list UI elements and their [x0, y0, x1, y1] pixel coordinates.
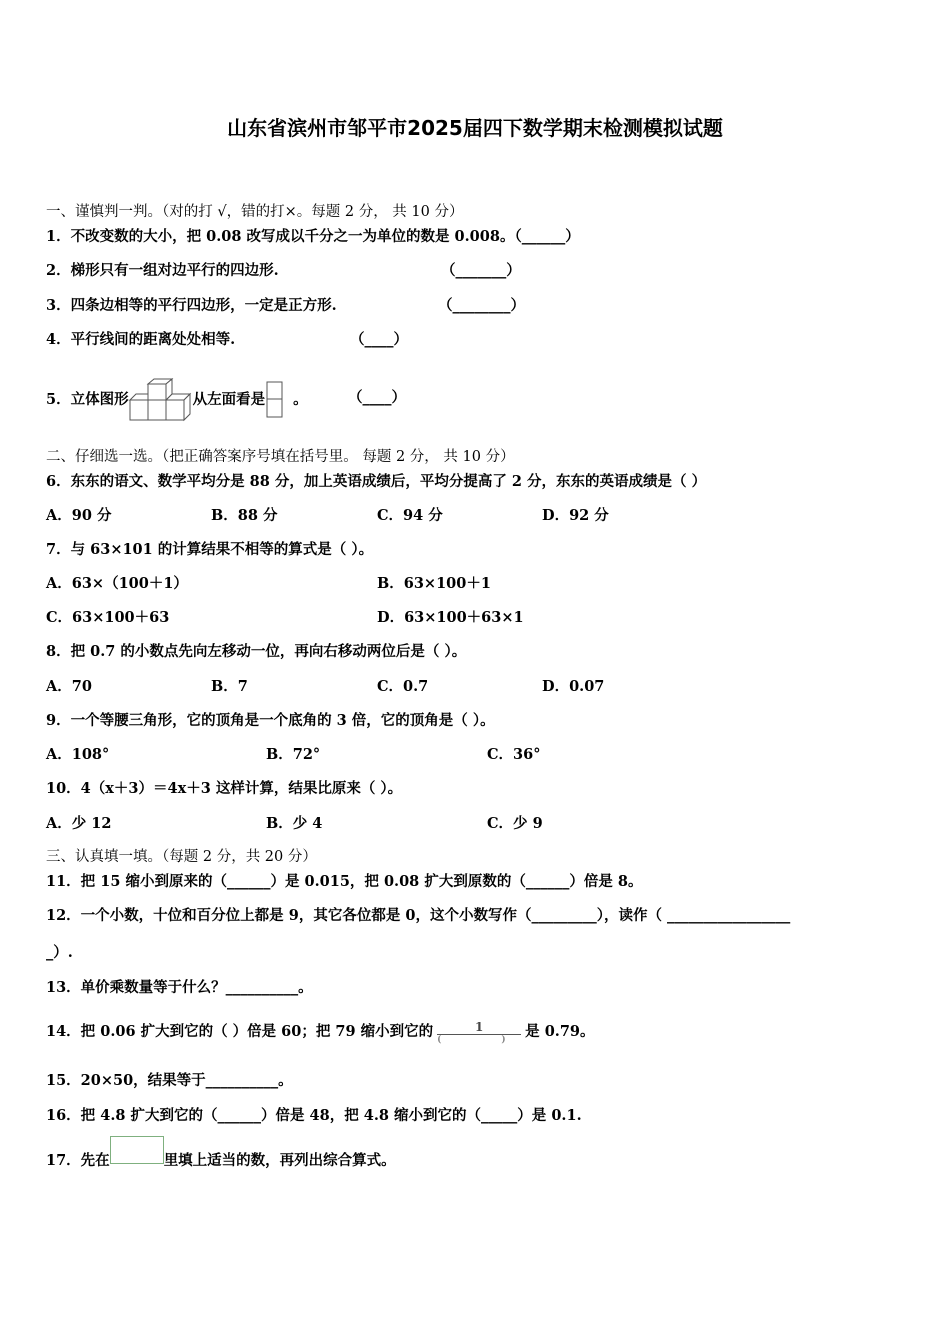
question-17-text-b: 里填上适当的数，再列出综合算式。	[163, 1152, 396, 1169]
question-5-text-a: 5．立体图形	[46, 391, 129, 408]
question-10: 10．4（x＋3）＝4x＋3 这样计算，结果比原来（ ）。	[46, 780, 403, 797]
solid-figure-cubes-icon	[129, 378, 193, 422]
question-14-text-b: 是 0.79。	[525, 1023, 595, 1040]
question-14-text-a: 14．把 0.06 扩大到它的（ ）倍是 60；把 79 缩小到它的	[46, 1023, 434, 1040]
question-9-option-a: A．108°	[46, 746, 110, 763]
question-6-option-c: C．94 分	[377, 507, 443, 524]
question-5-text-b: 从左面看是	[192, 391, 266, 408]
question-8-option-b: B．7	[211, 678, 248, 695]
question-10-option-a: A．少 12	[46, 815, 112, 832]
section1-header: 一、谨慎判一判。（对的打 √，错的打×。每题 2 分， 共 10 分）	[46, 204, 464, 220]
question-16: 16．把 4.8 扩大到它的（______）倍是 48，把 4.8 缩小到它的（_____）是 0.1.	[46, 1107, 582, 1124]
question-9: 9．一个等腰三角形，它的顶角是一个底角的 3 倍，它的顶角是（ ）。	[46, 712, 495, 729]
question-10-option-c: C．少 9	[487, 815, 543, 832]
section2-header: 二、仔细选一选。（把正确答案序号填在括号里。 每题 2 分， 共 10 分）	[46, 449, 515, 465]
question-7: 7．与 63×101 的计算结果不相等的算式是（ ）。	[46, 541, 374, 558]
question-14	[46, 1012, 595, 1052]
question-7-option-d: D．63×100＋63×1	[377, 609, 524, 626]
question-5	[46, 378, 308, 418]
question-13: 13．单价乘数量等于什么？__________。	[46, 979, 313, 996]
question-2-blank: （_______）	[441, 262, 521, 279]
question-3: 3．四条边相等的平行四边形，一定是正方形.	[46, 297, 337, 314]
question-17-text-a: 17．先在	[46, 1152, 110, 1169]
question-11: 11．把 15 缩小到原来的（______）是 0.015，把 0.08 扩大到原数的（______）倍是 8。	[46, 873, 643, 890]
question-9-option-b: B．72°	[266, 746, 321, 763]
question-5-text-c: 。	[293, 391, 308, 408]
page-title: 山东省滨州市邹平市2025届四下数学期末检测模拟试题	[227, 116, 723, 140]
question-1: 1．不改变数的大小，把 0.08 改写成以千分之一为单位的数是 0.008。（______）	[46, 228, 580, 245]
question-6: 6．东东的语文、数学平均分是 88 分，加上英语成绩后，平均分提高了 2 分，东东的英语成绩是（ ）	[46, 473, 707, 490]
left-view-figure-icon	[265, 380, 285, 420]
question-4: 4．平行线间的距离处处相等.	[46, 331, 236, 348]
question-10-option-b: B．少 4	[266, 815, 323, 832]
question-17	[46, 1136, 396, 1168]
fraction-numerator: 1	[474, 1019, 484, 1034]
question-2: 2．梯形只有一组对边平行的四边形.	[46, 262, 279, 279]
question-8-option-a: A．70	[46, 678, 92, 695]
question-12: 12．一个小数，十位和百分位上都是 9，其它各位都是 0，这个小数写作（_________），读作（ _________________	[46, 907, 791, 924]
section3-header: 三、认真填一填。（每题 2 分，共 20 分）	[46, 849, 317, 865]
question-5-blank: （____）	[348, 389, 406, 406]
question-8-option-d: D．0.07	[542, 678, 605, 695]
question-7-option-c: C．63×100＋63	[46, 609, 170, 626]
question-6-option-b: B．88 分	[211, 507, 278, 524]
question-3-blank: （________）	[438, 297, 525, 314]
question-7-option-a: A．63×（100＋1）	[46, 575, 188, 592]
question-7-option-b: B．63×100＋1	[377, 575, 491, 592]
question-9-option-c: C．36°	[487, 746, 541, 763]
question-6-option-d: D．92 分	[542, 507, 609, 524]
question-8: 8．把 0.7 的小数点先向左移动一位，再向右移动两位后是（ ）。	[46, 643, 467, 660]
question-15: 15．20×50，结果等于__________。	[46, 1072, 293, 1089]
question-6-option-a: A．90 分	[46, 507, 112, 524]
fraction-denominator: ()	[437, 1034, 566, 1045]
question-8-option-c: C．0.7	[377, 678, 429, 695]
question-4-blank: （____）	[350, 331, 408, 348]
question-12-continued: _）.	[46, 944, 73, 961]
answer-box[interactable]	[110, 1136, 164, 1164]
